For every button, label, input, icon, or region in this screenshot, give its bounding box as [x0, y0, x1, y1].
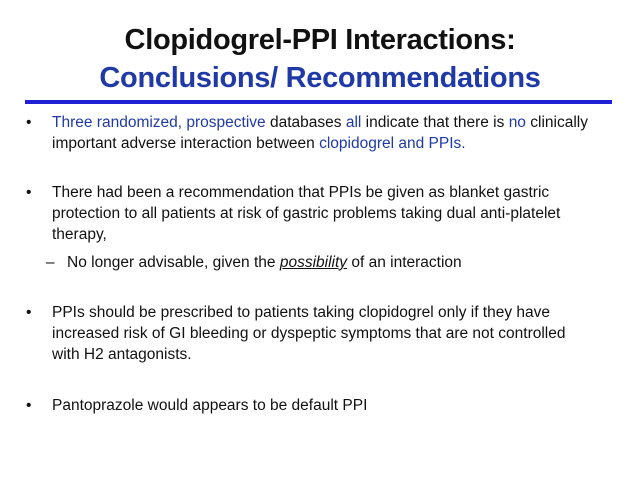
bullet-dot-icon: • — [26, 304, 32, 321]
highlight-text: clopidogrel and PPIs — [319, 135, 462, 152]
highlight-text: Three randomized, prospective — [52, 114, 266, 131]
bullet-text: There had been a recommendation that PPIs be given as blanket gastric protection to all patients at risk of gastric problems taking dual anti-platelet therapy, — [52, 184, 561, 243]
bullet-dot-icon: • — [26, 114, 32, 131]
dash-icon: – — [46, 254, 55, 271]
title-divider — [25, 100, 612, 104]
slide-title: Clopidogrel-PPI Interactions: — [124, 24, 516, 56]
body-text: indicate that there is — [361, 114, 509, 131]
bullet-text: Pantoprazole would appears to be default PPI — [52, 397, 368, 414]
bullet-text — [52, 112, 592, 154]
body-text: clinically important adverse interaction between — [52, 114, 588, 152]
body-text: databases — [265, 114, 346, 131]
highlight-text: all — [345, 114, 362, 131]
bullet-dot-icon: • — [26, 397, 32, 414]
slide-subtitle: Conclusions/ Recommendations — [99, 62, 541, 94]
bullet-text: PPIs should be prescribed to patients taking clopidogrel only if they have increased risk of GI bleeding or dyspeptic symptoms that are not controlled with H2 antagonists. — [52, 304, 566, 363]
emphasis-text: possibility — [279, 254, 348, 271]
body-text: No longer advisable, given the — [67, 254, 280, 271]
highlight-text: . — [461, 135, 466, 152]
highlight-text: no — [508, 114, 526, 131]
sub-bullet-text — [67, 252, 587, 273]
body-text: of an interaction — [347, 254, 462, 271]
bullet-dot-icon: • — [26, 184, 32, 201]
